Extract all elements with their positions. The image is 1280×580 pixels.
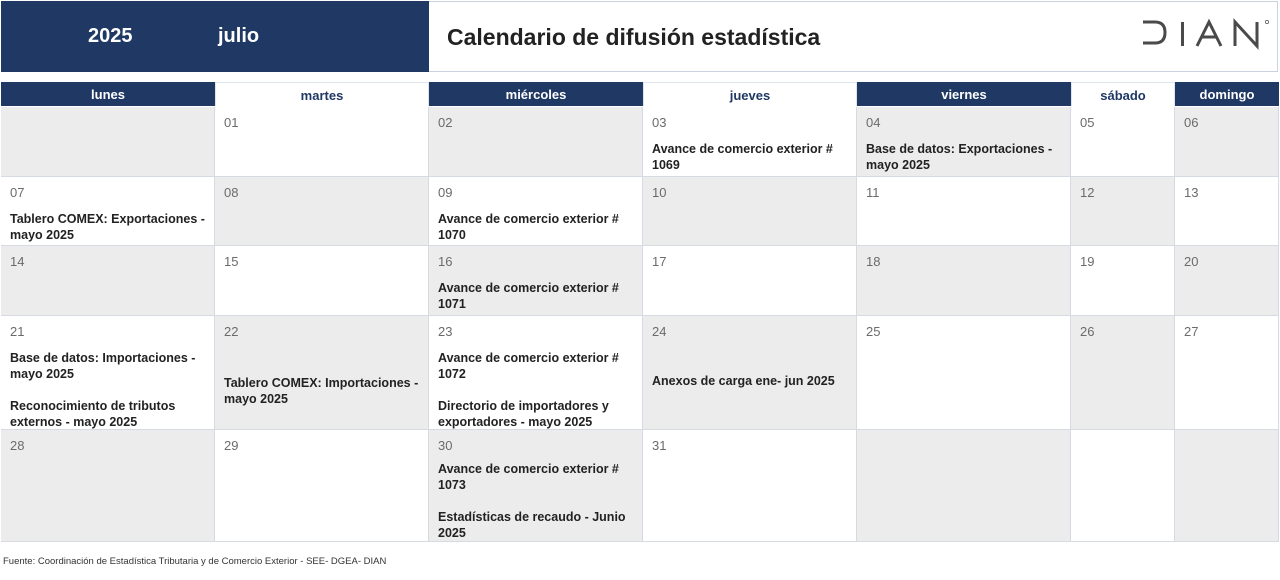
day-cell [215,430,429,542]
day-cell [1175,316,1279,430]
weekday-header-6: domingo [1175,82,1279,106]
day-number: 05 [1080,115,1095,130]
day-number: 31 [652,438,667,453]
day-number: 09 [438,185,453,200]
day-cell [215,177,429,246]
calendar-event: Avance de comercio exterior # 1070 [438,212,619,242]
weekday-header-2: miércoles [429,82,643,106]
day-cell [429,316,643,430]
day-cell [1,430,215,542]
day-number: 15 [224,254,239,269]
day-number: 22 [224,324,239,339]
header-month: julio [218,25,260,47]
calendar-event: Avance de comercio exterior # 1073 [438,462,619,492]
day-cell [215,246,429,316]
day-number: 26 [1080,324,1095,339]
calendar-event: Anexos de carga ene- jun 2025 [652,374,835,388]
day-number [10,115,205,131]
day-cell [1,246,215,316]
calendar-header [0,0,1280,73]
weekday-header-0: lunes [1,82,215,106]
day-cell [1071,430,1175,542]
weekday-header-5: sábado [1071,82,1175,106]
day-cell [643,246,857,316]
day-cell [643,107,857,177]
day-number: 14 [10,254,25,269]
weekday-header-4: viernes [857,82,1071,106]
weekday-header-3: jueves [643,82,857,106]
calendar-event: Base de datos: Exportaciones - mayo 2025 [866,142,1053,172]
header-title-panel [429,1,1278,72]
day-number: 18 [866,254,881,269]
day-cell [643,177,857,246]
day-number: 08 [224,185,239,200]
day-cell [1071,107,1175,177]
day-number: 11 [866,185,880,200]
day-number: 17 [652,254,667,269]
day-number: 13 [1184,185,1199,200]
day-cell [215,316,429,430]
day-number: 30 [438,438,453,453]
day-number: 03 [652,115,667,130]
day-cell [1175,177,1279,246]
day-cell [429,246,643,316]
day-number: 01 [224,115,239,130]
day-number: 06 [1184,115,1199,130]
day-cell [1071,246,1175,316]
day-cell [1071,316,1175,430]
day-cell [857,316,1071,430]
day-cell [1175,246,1279,316]
day-cell [1,177,215,246]
day-number: 19 [1080,254,1095,269]
day-cell [643,430,857,542]
page-title: Calendario de difusión estadística [447,24,821,50]
weekday-header-1: martes [215,82,429,106]
day-number: 27 [1184,324,1199,339]
day-number: 25 [866,324,881,339]
source-footnote: Fuente: Coordinación de Estadística Tributaria y de Comercio Exterior - SEE- DGEA- DIAN [3,556,387,567]
day-cell [429,177,643,246]
day-cell [857,246,1071,316]
day-number: 24 [652,324,667,339]
calendar-event: Base de datos: Importaciones - mayo 2025 [10,351,196,381]
day-cell [215,107,429,177]
day-number: 12 [1080,185,1095,200]
day-cell [857,177,1071,246]
day-number [866,438,1061,454]
calendar-event: Reconocimiento de tributos externos - mayo 2025 [10,399,176,429]
calendar-event: Tablero COMEX: Exportaciones - mayo 2025 [10,212,205,242]
day-number: 10 [652,185,667,200]
day-number: 28 [10,438,25,453]
day-cell [1071,177,1175,246]
day-cell [1,316,215,430]
day-number [1080,438,1165,454]
header-year: 2025 [88,25,133,47]
calendar-event: Tablero COMEX: Importaciones - mayo 2025 [224,376,419,406]
calendar-event: Avance de comercio exterior # 1072 [438,351,619,381]
header-date-panel [1,1,429,72]
day-cell [857,430,1071,542]
day-number: 23 [438,324,453,339]
day-cell [1,107,215,177]
day-cell [429,107,643,177]
day-cell [1175,107,1279,177]
day-number: 20 [1184,254,1199,269]
day-number: 04 [866,115,881,130]
day-cell [429,430,643,542]
day-number: 21 [10,324,25,339]
day-number: 16 [438,254,453,269]
calendar-event: Estadísticas de recaudo - Junio 2025 [438,510,626,540]
day-cell [643,316,857,430]
calendar-event: Directorio de importadores y exportadores - mayo 2025 [438,399,609,429]
day-number: 29 [224,438,239,453]
day-cell [857,107,1071,177]
day-number [1184,438,1269,454]
day-cell [1175,430,1279,542]
day-number: 02 [438,115,453,130]
calendar-event: Avance de comercio exterior # 1069 [652,142,833,172]
dian-logo [1141,18,1271,52]
day-number: 07 [10,185,25,200]
calendar-event: Avance de comercio exterior # 1071 [438,281,619,311]
